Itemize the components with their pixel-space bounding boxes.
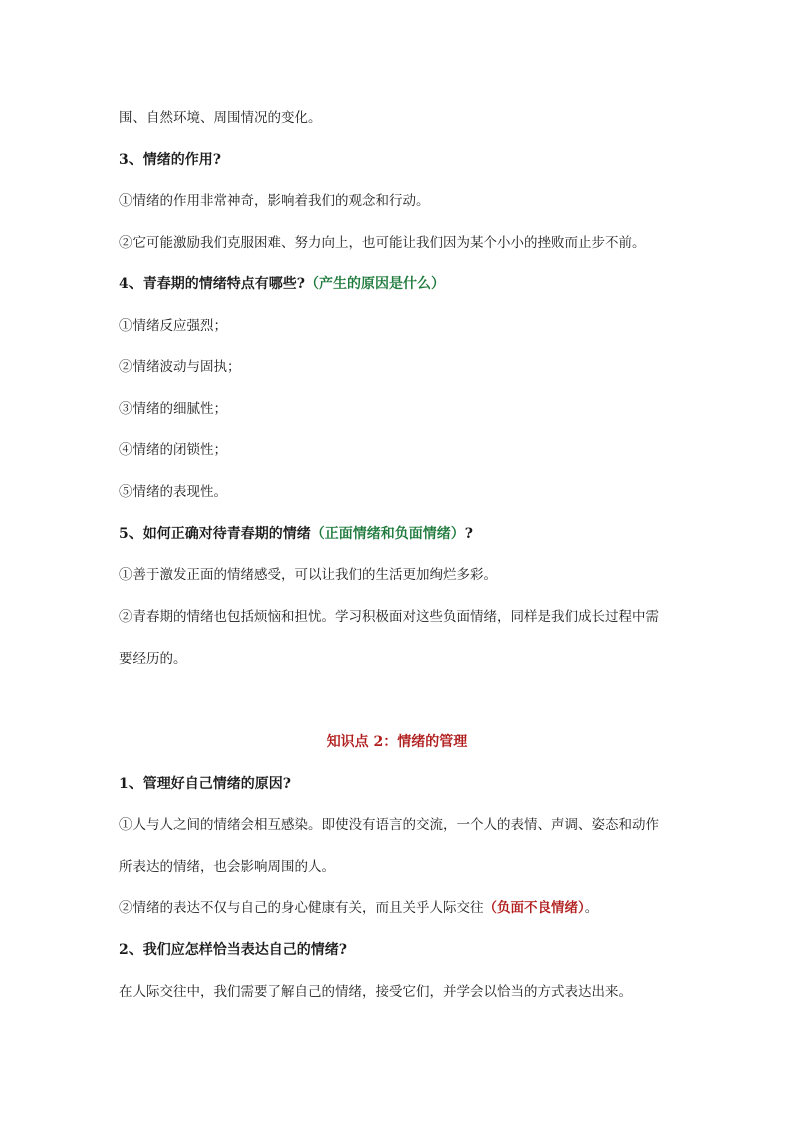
question-5-item-2-cont: 要经历的。 bbox=[119, 651, 187, 667]
question-3-title: 3、情绪的作用? bbox=[119, 152, 221, 168]
question-4-note: （产生的原因是什么） bbox=[304, 276, 445, 292]
continuation-text: 围、自然环境、周围情况的变化。 bbox=[119, 110, 322, 126]
section-2-question-1-item-2: ②情绪的表达不仅与自己的身心健康有关，而且关乎人际交往 bbox=[119, 900, 484, 916]
question-5-suffix: ? bbox=[464, 526, 473, 542]
section-2-question-1-title: 1、管理好自己情绪的原因? bbox=[119, 776, 291, 792]
section-2-question-2-title: 2、我们应怎样恰当表达自己的情绪? bbox=[119, 942, 347, 958]
section-2-question-1-item-2-note: （负面不良情绪） bbox=[483, 900, 585, 916]
question-4-title-line bbox=[119, 275, 445, 293]
question-4-title: 4、青春期的情绪特点有哪些? bbox=[119, 276, 305, 292]
question-5-note: （正面情绪和负面情绪） bbox=[310, 526, 465, 542]
question-3-item-1: ①情绪的作用非常神奇，影响着我们的观念和行动。 bbox=[119, 193, 430, 209]
section-2-question-2-item-1: 在人际交往中，我们需要了解自己的情绪，接受它们，并学会以恰当的方式表达出来。 bbox=[119, 984, 632, 1000]
question-4-item-3: ③情绪的细腻性； bbox=[119, 401, 227, 417]
section-2-question-1-item-2-line bbox=[119, 899, 598, 917]
section-2-question-1-item-2-end: 。 bbox=[584, 900, 599, 916]
section-2-question-1-item-1: ①人与人之间的情绪会相互感染。即使没有语言的交流，一个人的表情、声调、姿态和动作 bbox=[119, 817, 659, 833]
section-2-question-1-item-1-cont: 所表达的情绪，也会影响周围的人。 bbox=[119, 859, 335, 875]
question-5-item-2: ②青春期的情绪也包括烦恼和担忧。学习积极面对这些负面情绪，同样是我们成长过程中需 bbox=[119, 609, 659, 625]
question-5-title-line bbox=[119, 525, 473, 543]
question-5-item-1: ①善于激发正面的情绪感受，可以让我们的生活更加绚烂多彩。 bbox=[119, 567, 497, 583]
question-4-item-1: ①情绪反应强烈； bbox=[119, 318, 227, 334]
question-4-item-4: ④情绪的闭锁性； bbox=[119, 442, 227, 458]
question-4-item-5: ⑤情绪的表现性。 bbox=[119, 484, 227, 500]
question-3-item-2: ②它可能激励我们克服困难、努力向上，也可能让我们因为某个小小的挫败而止步不前。 bbox=[119, 235, 646, 251]
section-2-heading: 知识点 2：情绪的管理 bbox=[326, 734, 468, 750]
question-5-title: 5、如何正确对待青春期的情绪 bbox=[119, 526, 311, 542]
question-4-item-2: ②情绪波动与固执； bbox=[119, 359, 241, 375]
